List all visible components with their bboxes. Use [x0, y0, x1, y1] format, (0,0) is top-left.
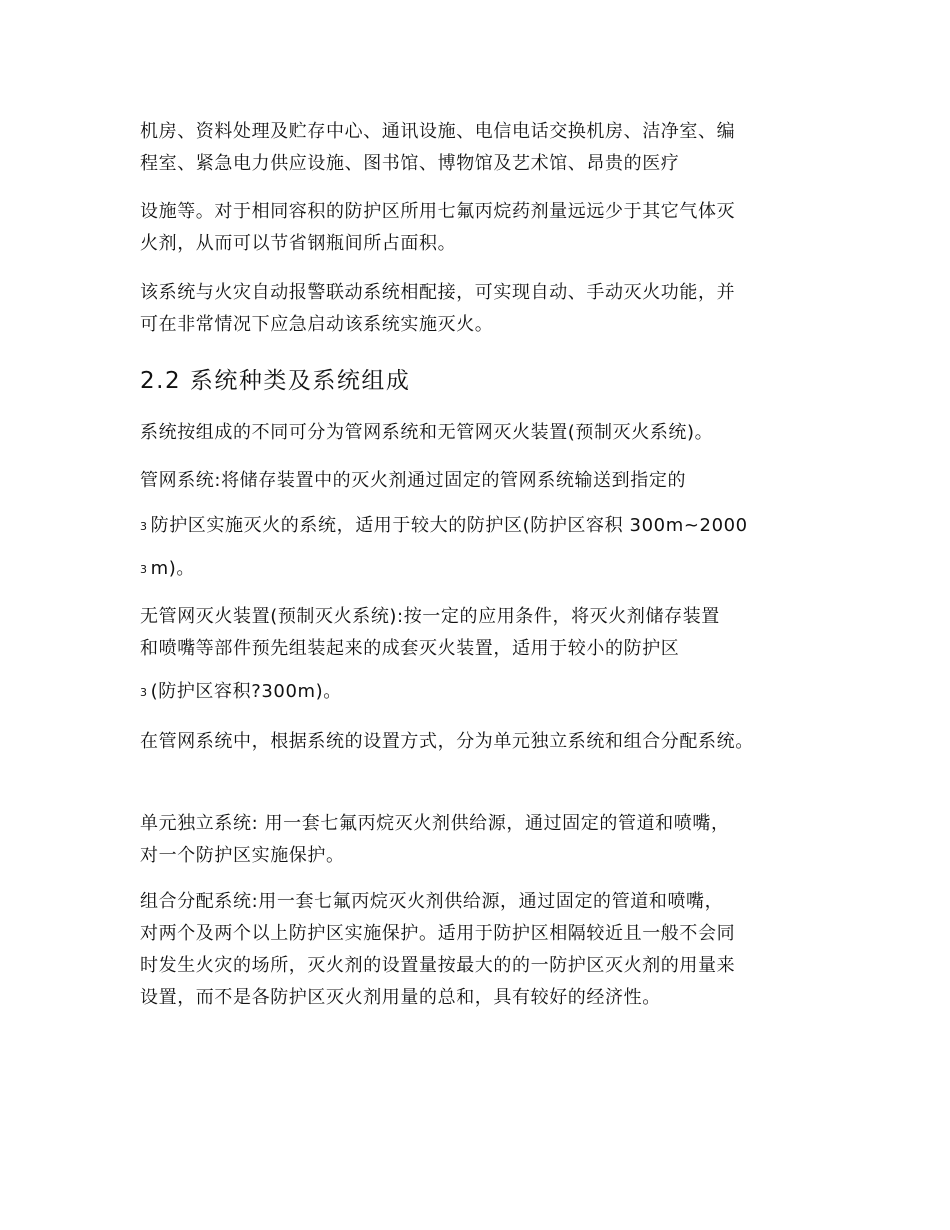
paragraph-pipe-network — [140, 465, 830, 497]
text-line — [140, 676, 830, 708]
text-line: 无管网灭火装置(预制灭火系统):按一定的应用条件，将灭火剂储存装置 — [140, 606, 720, 627]
text-fragment: 防护区实施灭火的系统，适用于较大的防护区(防护区容积 300m~2000 — [150, 515, 748, 536]
text-line: 组合分配系统:用一套七氟丙烷灭火剂供给源，通过固定的管道和喷嘴， — [140, 891, 724, 912]
text-line: 设施等。对于相同容积的防护区所用七氟丙烷药剂量远远少于其它气体灭 — [140, 201, 736, 222]
text-line — [140, 553, 830, 585]
text-fragment: m)。 — [150, 558, 195, 579]
paragraph-unit-independent — [140, 808, 830, 872]
text-line: 时发生火灾的场所，灭火剂的设置量按最大的的一防护区灭火剂的用量来 — [140, 955, 736, 976]
superscript: 3 — [140, 686, 148, 699]
paragraph-alarm-linkage — [140, 277, 830, 341]
paragraph-applications — [140, 116, 830, 180]
text-line: 可在非常情况下应急启动该系统实施灭火。 — [140, 314, 494, 335]
text-fragment: (防护区容积?300m)。 — [150, 681, 342, 702]
paragraph-system-classification — [140, 726, 830, 758]
paragraph-combined-distribution — [140, 886, 830, 1014]
paragraph-pipe-network-cont — [140, 510, 830, 542]
text-line: 火剂，从而可以节省钢瓶间所占面积。 — [140, 233, 457, 254]
text-line: 对两个及两个以上防护区实施保护。适用于防护区相隔较近且一般不会同 — [140, 923, 736, 944]
superscript: 3 — [140, 520, 148, 533]
paragraph-efficiency — [140, 196, 830, 260]
text-line: 对一个防护区实施保护。 — [140, 845, 345, 866]
text-line: 该系统与火灾自动报警联动系统相配接，可实现自动、手动灭火功能，并 — [140, 282, 736, 303]
superscript: 3 — [140, 563, 148, 576]
paragraph-prefab-device-cont — [140, 676, 830, 708]
paragraph-system-types — [140, 417, 830, 449]
text-line: 设置，而不是各防护区灭火剂用量的总和，具有较好的经济性。 — [140, 987, 661, 1008]
text-line: 管网系统:将储存装置中的灭火剂通过固定的管网系统输送到指定的 — [140, 470, 687, 491]
text-line: 程室、紧急电力供应设施、图书馆、博物馆及艺术馆、昂贵的医疗 — [140, 153, 680, 174]
paragraph-pipe-network-unit — [140, 553, 830, 585]
text-line: 和喷嘴等部件预先组装起来的成套灭火装置，适用于较小的防护区 — [140, 638, 680, 659]
paragraph-prefab-device — [140, 601, 830, 665]
text-line: 机房、资料处理及贮存中心、通讯设施、电信电话交换机房、洁净室、编 — [140, 121, 736, 142]
text-line: 系统按组成的不同可分为管网系统和无管网灭火装置(预制灭火系统)。 — [140, 422, 714, 443]
text-line — [140, 510, 830, 542]
text-line: 在管网系统中，根据系统的设置方式，分为单元独立系统和组合分配系统。 — [140, 731, 754, 752]
section-heading: 2.2 系统种类及系统组成 — [140, 368, 411, 394]
text-line: 单元独立系统: 用一套七氟丙烷灭火剂供给源，通过固定的管道和喷嘴， — [140, 813, 730, 834]
